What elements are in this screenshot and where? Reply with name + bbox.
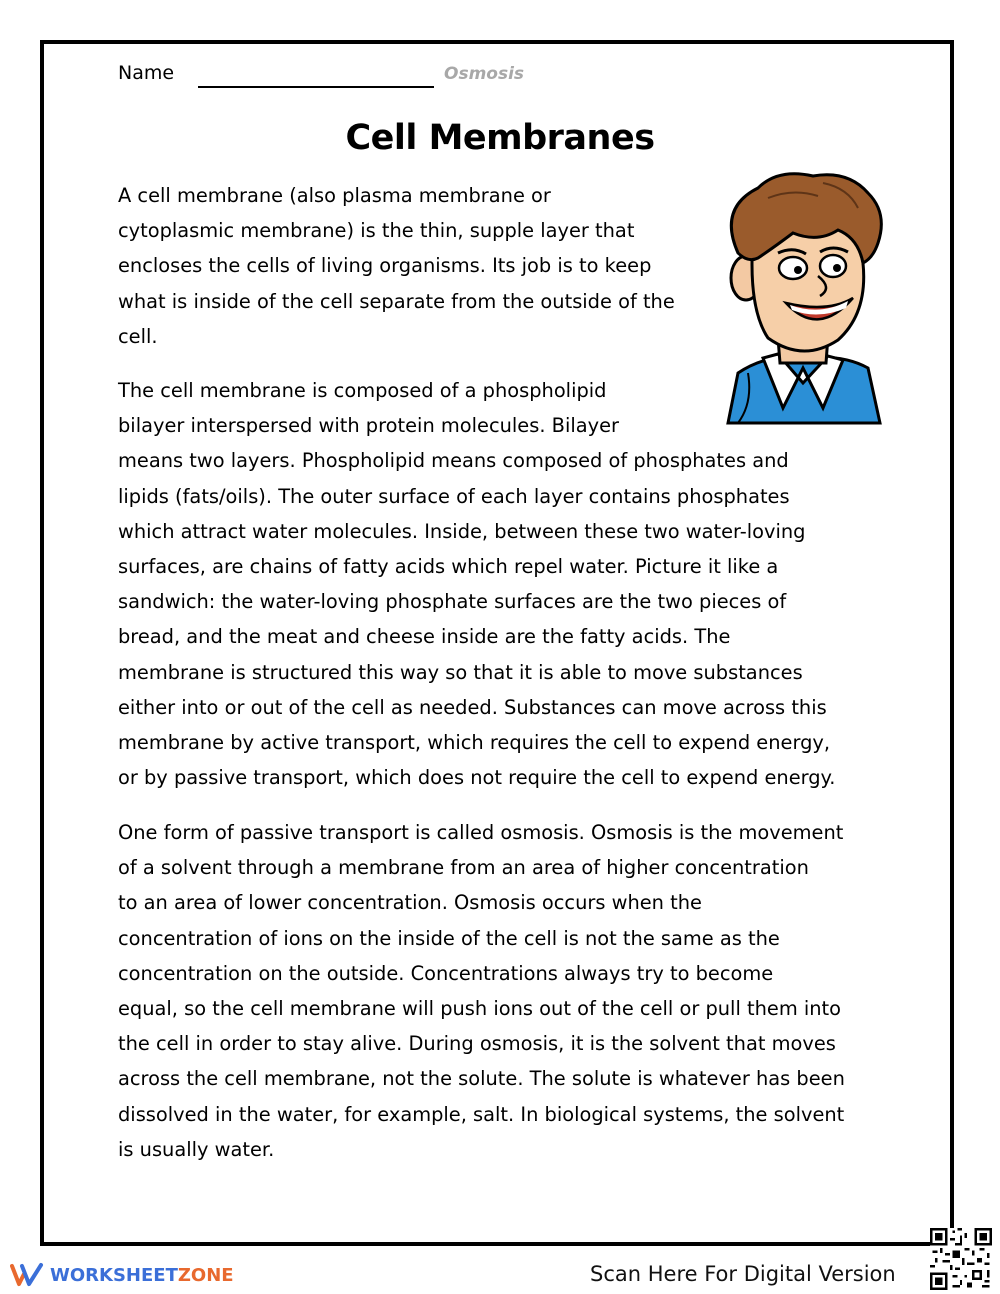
paragraph-line: bilayer interspersed with protein molecules. Bilayer: [118, 414, 620, 438]
paragraph-2: [118, 373, 888, 795]
paragraph-line: A cell membrane (also plasma membrane or: [118, 184, 551, 207]
name-input-line[interactable]: [198, 86, 434, 88]
paragraph-3: [118, 815, 888, 1167]
paragraph-line: or by passive transport, which does not require the cell to expend energy.: [118, 766, 836, 790]
brand-name: [50, 1265, 234, 1286]
qr-code-icon[interactable]: [930, 1228, 992, 1290]
brand-name-part2: ZONE: [177, 1264, 234, 1286]
brand-name-part1: WORKSHEET: [50, 1264, 178, 1286]
paragraph-line: what is inside of the cell separate from the outside of the: [118, 289, 675, 313]
paragraph-1: [118, 178, 706, 354]
paragraph-line: encloses the cells of living organisms. Its job is to keep: [118, 254, 652, 278]
paragraph-line: bread, and the meat and cheese inside are the fatty acids. The: [118, 625, 731, 649]
paragraph-line: The cell membrane is composed of a phospholipid: [118, 379, 607, 402]
paragraph-line: cytoplasmic membrane) is the thin, supple layer that: [118, 219, 635, 243]
topic-label: Osmosis: [444, 64, 525, 84]
paragraph-line: concentration on the outside. Concentrations always try to become: [118, 961, 774, 985]
paragraph-line: equal, so the cell membrane will push ions out of the cell or pull them into: [118, 997, 842, 1021]
paragraph-line: of a solvent through a membrane from an area of higher concentration: [118, 856, 809, 880]
paragraph-line: which attract water molecules. Inside, between these two water-loving: [118, 519, 806, 543]
name-label: Name: [118, 62, 175, 84]
paragraph-line: membrane by active transport, which requires the cell to expend energy,: [118, 731, 831, 755]
page-title: Cell Membranes: [345, 118, 655, 158]
paragraph-line: concentration of ions on the inside of the cell is not the same as the: [118, 926, 780, 950]
paragraph-line: sandwich: the water-loving phosphate surfaces are the two pieces of: [118, 590, 787, 614]
paragraph-line: to an area of lower concentration. Osmosis occurs when the: [118, 891, 702, 915]
paragraph-line: cell.: [118, 324, 158, 348]
paragraph-line: dissolved in the water, for example, salt. In biological systems, the solvent: [118, 1102, 845, 1126]
paragraph-line: means two layers. Phospholipid means composed of phosphates and: [118, 449, 789, 473]
worksheetzone-brand[interactable]: [10, 1260, 234, 1290]
paragraph-line: One form of passive transport is called osmosis. Osmosis is the movement: [118, 821, 844, 844]
paragraph-line: the cell in order to stay alive. During osmosis, it is the solvent that moves: [118, 1032, 836, 1056]
paragraph-line: surfaces, are chains of fatty acids which repel water. Picture it like a: [118, 555, 779, 579]
worksheetzone-logo-icon: [10, 1262, 44, 1288]
paragraph-line: membrane is structured this way so that it is able to move substances: [118, 660, 803, 684]
paragraph-line: lipids (fats/oils). The outer surface of each layer contains phosphates: [118, 484, 790, 508]
scan-instruction: Scan Here For Digital Version: [590, 1262, 896, 1286]
paragraph-line: is usually water.: [118, 1137, 275, 1161]
paragraph-line: either into or out of the cell as needed. Substances can move across this: [118, 695, 827, 719]
paragraph-line: across the cell membrane, not the solute. The solute is whatever has been: [118, 1067, 845, 1091]
